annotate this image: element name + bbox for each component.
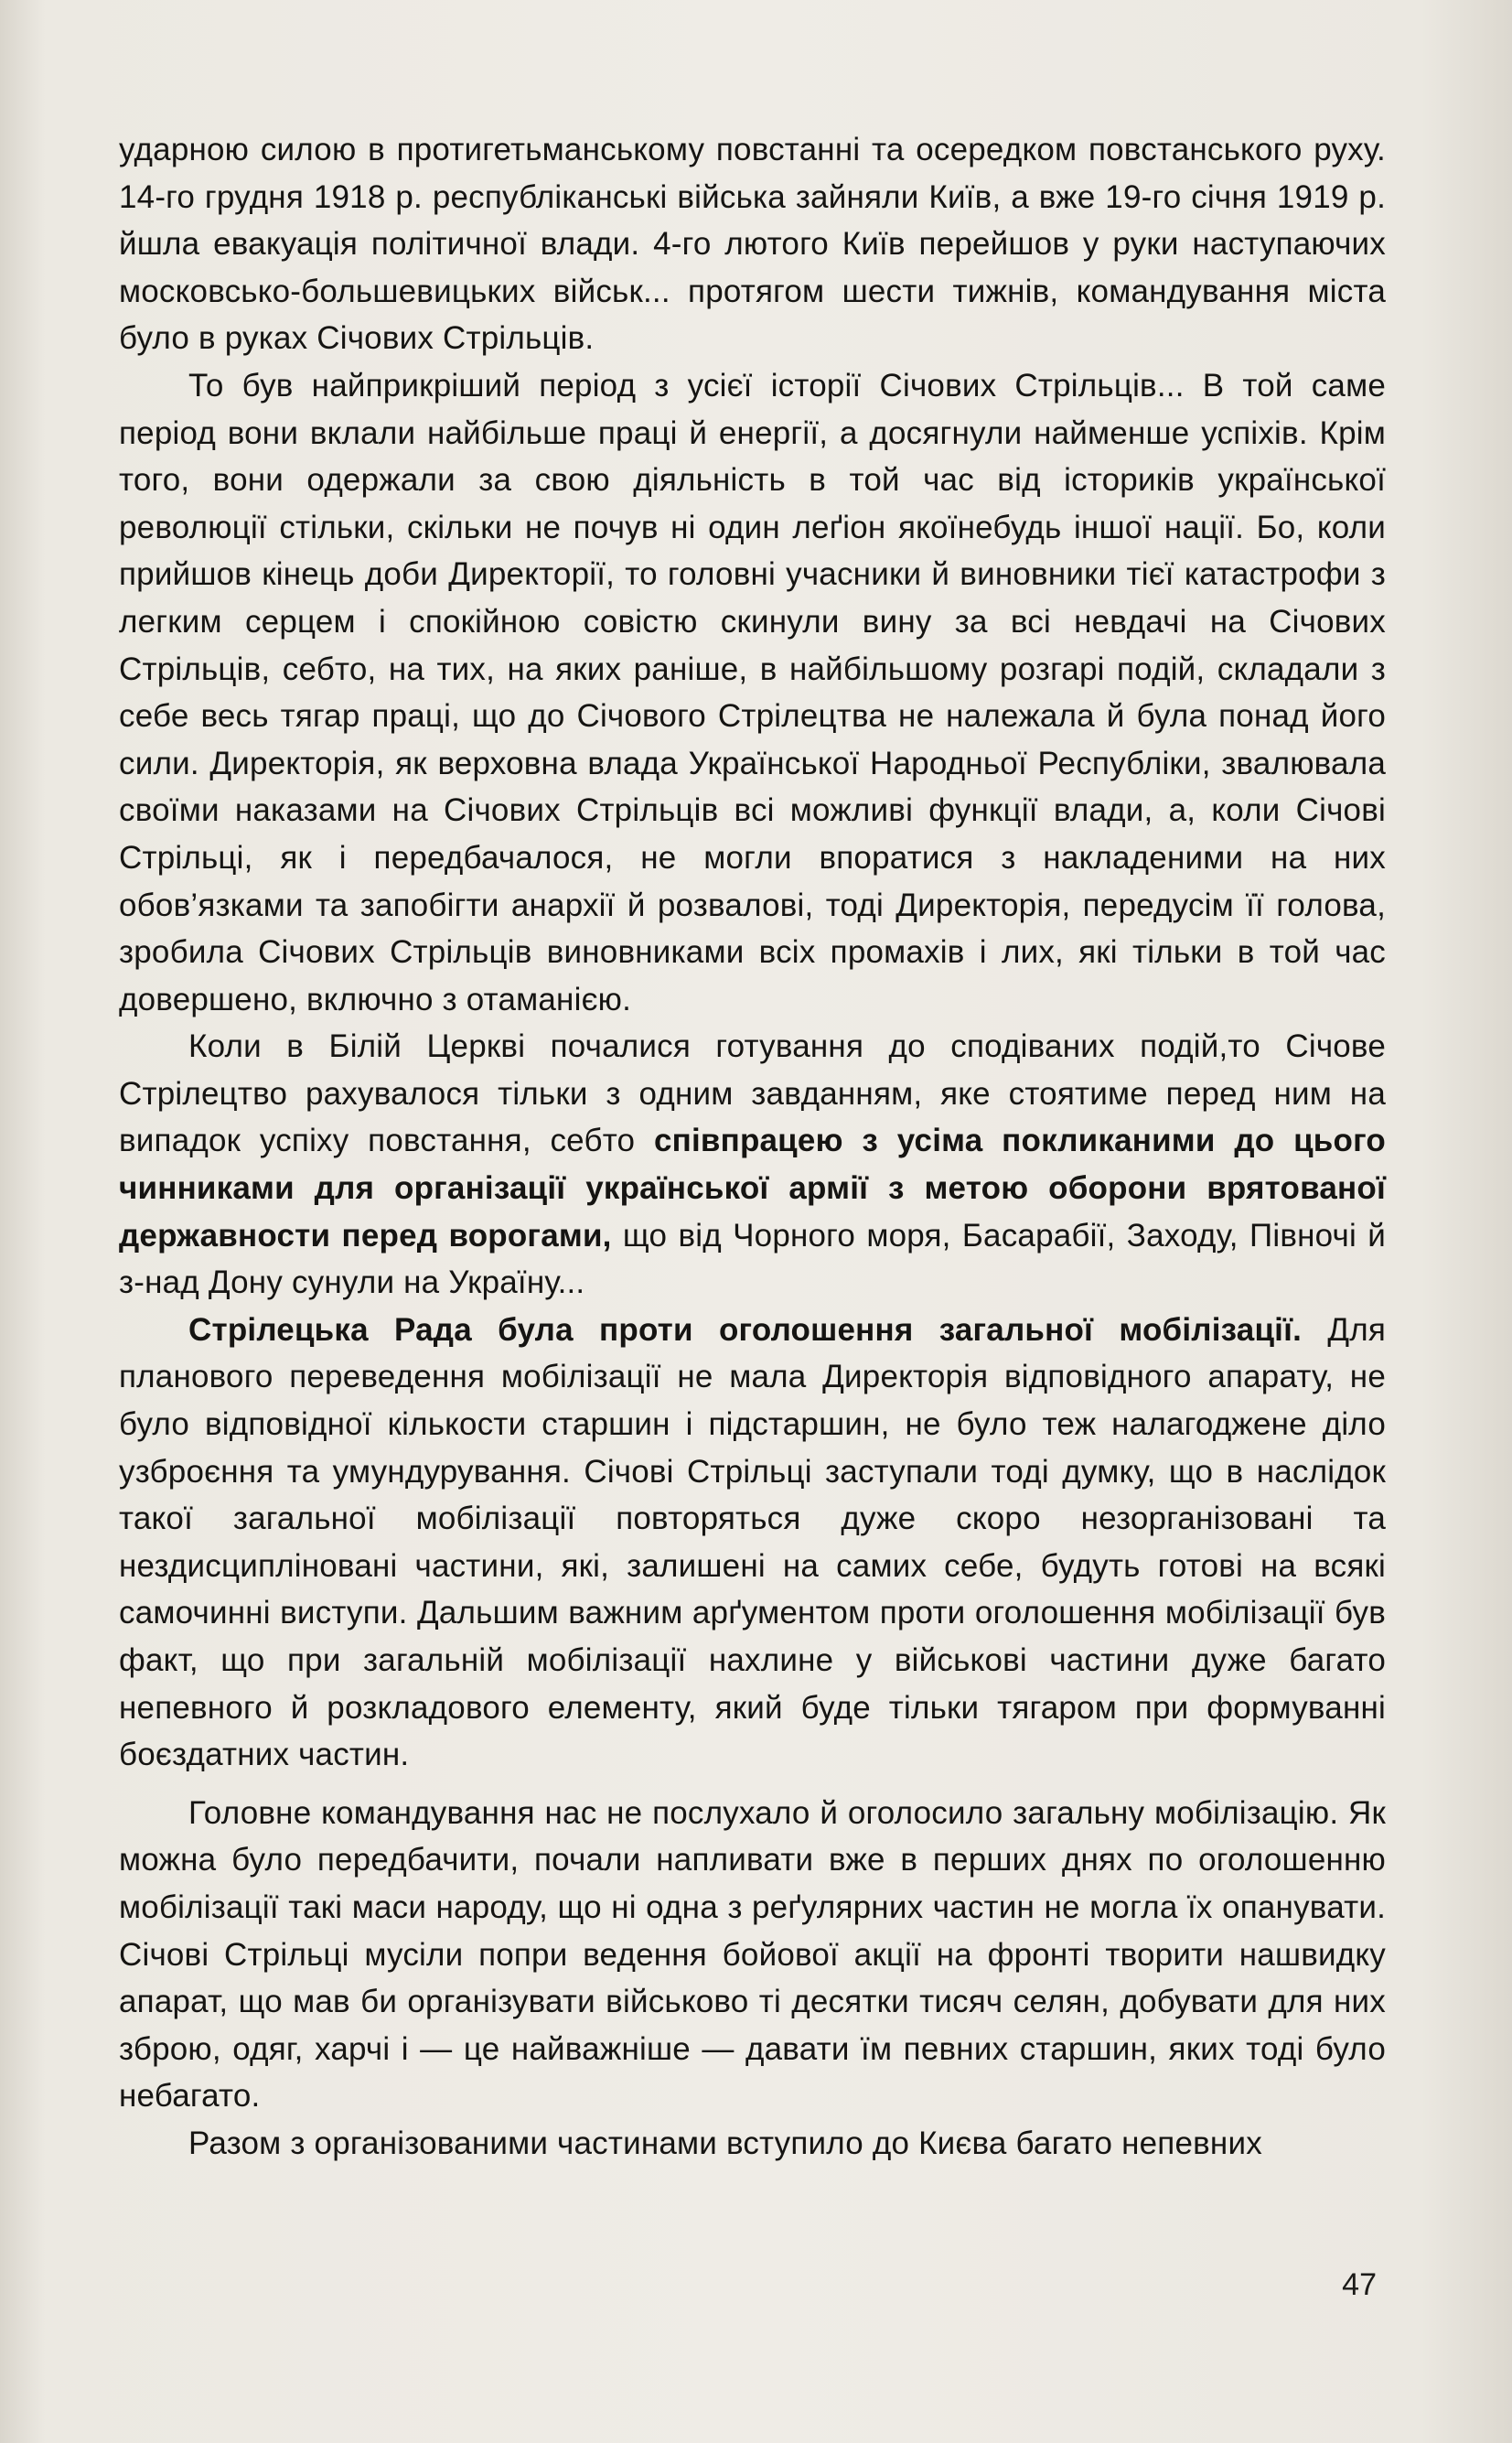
body-text — [119, 126, 1386, 2168]
paragraph-3-text-after: що від Чорного моря, Басарабії, Заходу, Півночі й з-над Дону сунули на Україну... — [119, 1217, 1386, 1301]
paragraph-4-bold-text: Стрілецька Рада була проти оголошення загальної мобілізації. — [188, 1311, 1303, 1348]
paragraph-1: ударною силою в протигетьманському повстанні та осередком повстанського руху. 14-го грудня 1918 р. республіканські війська зайняли Київ, а вже 19-го січня 1919 р. йшла евакуація політичної влади. 4-го лютого Київ перейшов у руки наступаючих московсько-большевицьких військ... протягом шести тижнів, командування міста було в руках Січових Стрільців. — [119, 132, 1386, 357]
paragraph-2: То був найприкріший період з усієї історії Січових Стрільців... В той саме період вони вклали найбільше праці й енергії, а досягнули найменше успіхів. Крім того, вони одержали за свою діяльність в той час від істориків української революції стільки, скільки не почув ні один леґіон якоїнебудь іншої нації. Бо, коли прийшов кінець доби Директорії, то головні учасники й виновники тієї катастрофи з легким серцем і спокійною совістю скинули вину за всі невдачі на Січових Стрільців, себто, на тих, на яких раніше, в найбільшому розгарі подій, складали з себе весь тягар праці, що до Січового Стрілецтва не належала й була понад його сили. Директорія, як верховна влада Української Народньої Республіки, звалювала своїми наказами на Січових Стрільців всі можливі функції влади, а, коли Січові Стрільці, як і передбачалося, не могли впоратися з накладеними на них обов’язками та запобігти анархії й розвалові, тоді Директорія, передусім її голова, зробила Січових Стрільців виновниками всіх промахів і лих, які тільки в той час довершено, включно з отаманією. — [119, 367, 1386, 1017]
paragraph-6: Разом з організованими частинами вступило до Києва багато непевних — [188, 2125, 1262, 2161]
paragraph-5: Головне командування нас не послухало й оголосило загальну мобілізацію. Як можна було передбачити, почали напливати вже в перших днях по оголошенню мобілізації такі маси народу, що ні одна з реґулярних частин не могла їх опанувати. Січові Стрільці мусіли попри ведення бойової акції на фронті творити нашвидку апарат, що мав би організувати військово ті десятки тисяч селян, добувати для них зброю, одяг, харчі і — це найважніше — давати їм певних старшин, яких тоді було небагато. — [119, 1794, 1386, 2115]
paragraph-3-text-before: Коли в Білій Церкві почалися готування до сподіваних подій,то Січове Стрілецтво рахувалося тільки з одним завданням, яке стоятиме перед ним на випадок успіху повстання, себто — [119, 1028, 1386, 1159]
page-number: 47 — [1342, 2267, 1377, 2302]
paragraph-3-bold-text: співпрацею з усіма покликаними до цього чинниками для організації української армії з метою оборони врятованої державности перед ворогами, — [119, 1123, 1387, 1254]
paragraph-4-text-after: Для планового переведення мобілізації не мала Директорія відповідного апарату, не було відповідної кількости старшин і підстаршин, не було теж налагоджене діло узброєння та умундурування. Січові Стрільці заступали тоді думку, що в наслідок такої загальної мобілізації повторяться дуже скоро незорганізовані та нездисципліновані частини, які, залишені на самих себе, будуть готові на всякі самочинні виступи. Дальшим важним арґументом проти оголошення мобілізації був факт, що при загальній мобілізації нахлине у військові частини дуже багато непевного й розкладового елементу, який буде тільки тягаром при формуванні боєздатних частин. — [119, 1311, 1386, 1773]
paragraph-4 — [119, 1307, 1386, 1779]
paragraph-3 — [119, 1023, 1386, 1307]
